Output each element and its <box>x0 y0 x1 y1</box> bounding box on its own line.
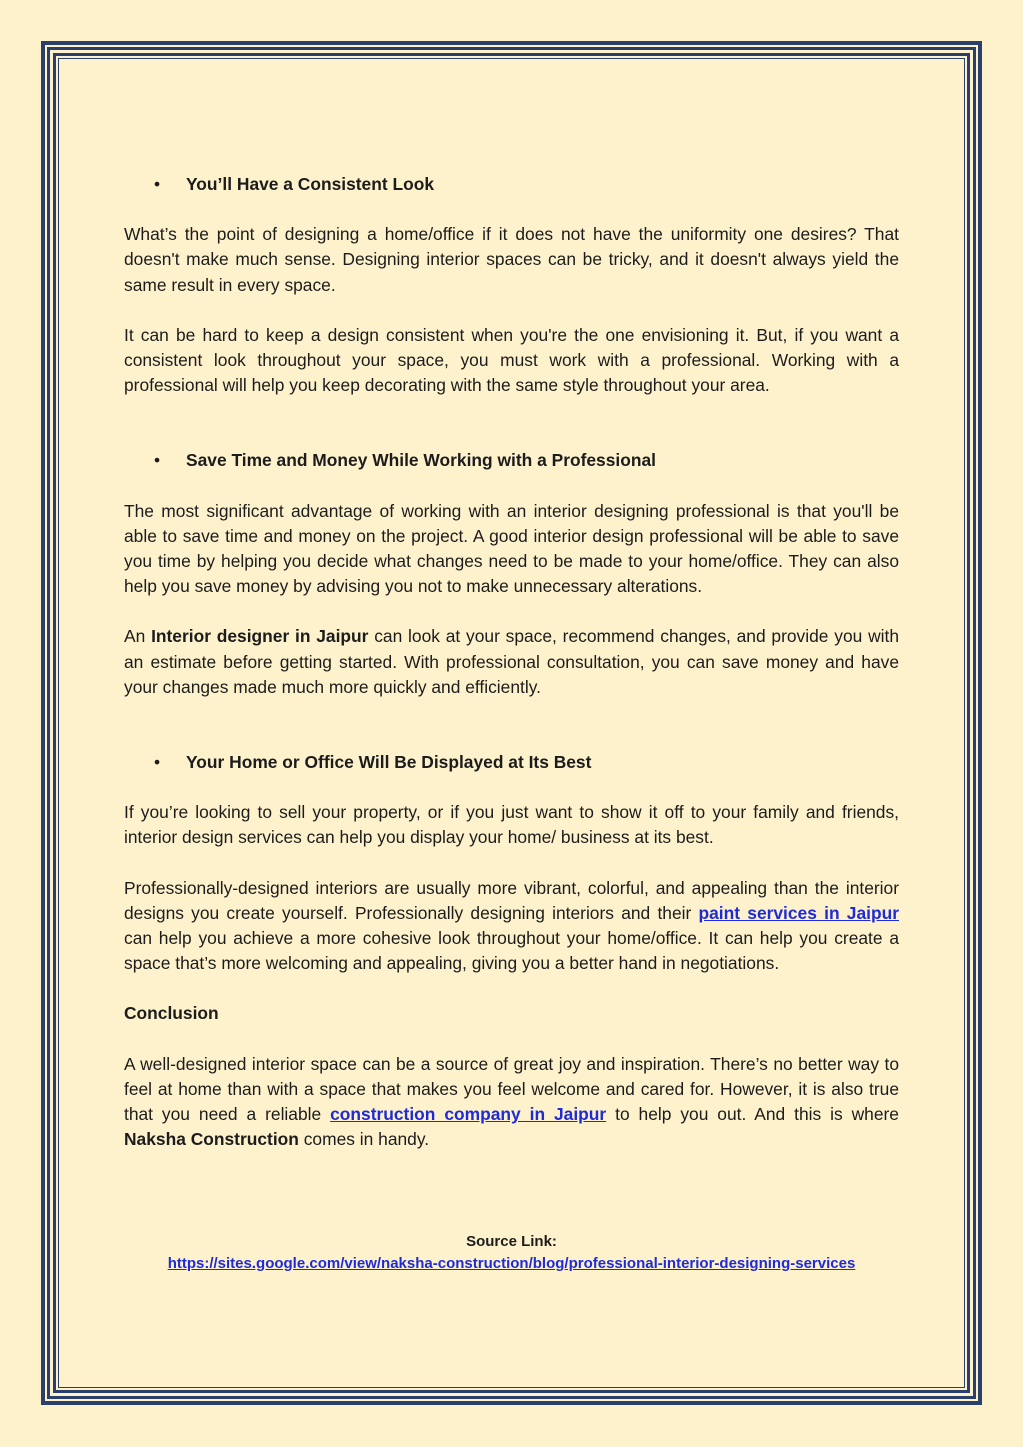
heading-text: You’ll Have a Consistent Look <box>186 174 435 194</box>
text: can look at your space, recommend changes, and provide you with an estimate before getting started. With professional consultation, you can save money and have your changes made much more quickly and efficiently. <box>124 626 899 697</box>
construction-company-link[interactable]: construction company in Jaipur <box>330 1104 607 1125</box>
text: A well-designed interior space can be a source of great joy and inspiration. There’s no better way to feel at home than with a space that makes you feel welcome and cared for. However, it is also true that you need a reliable <box>124 1053 899 1125</box>
paragraph <box>124 876 899 977</box>
text: comes in handy. <box>298 1129 430 1150</box>
paragraph: It can be hard to keep a design consistent when you're the one envisioning it. But, if you want a consistent look throughout your space, you must work with a professional. Working with a professional will help you keep decorating with the same style throughout your area. <box>124 324 899 396</box>
paragraph: If you’re looking to sell your property, or if you just want to show it off to your family and friends, interior design services can help you display your home/ business at its best. <box>124 802 899 848</box>
heading-text: Conclusion <box>124 1003 219 1024</box>
text: to help you out. And this is where <box>606 1104 899 1125</box>
heading-text: Your Home or Office Will Be Displayed at Its Best <box>186 752 592 773</box>
paragraph: The most significant advantage of working with an interior designing professional is that you'll be able to save time and money on the project. A good interior design professional will be able to save you time by helping you decide what changes need to be made to your home/office. They can also help you save money by advising you not to make unnecessary alterations. <box>124 500 899 597</box>
text: Professionally-designed interiors are usually more vibrant, colorful, and appealing than the interior designs you create yourself. Professionally designing interiors and their <box>124 877 899 923</box>
bold-text: Interior designer in Jaipur <box>151 626 369 647</box>
heading-text: Save Time and Money While Working with a Professional <box>186 450 656 471</box>
text: can help you achieve a more cohesive look throughout your home/office. It can help you create a space that’s more welcoming and appealing, giving you a better hand in negotiations. <box>124 928 899 974</box>
heading-consistent-look <box>124 172 899 197</box>
paragraph <box>124 1052 899 1153</box>
heading-displayed-best <box>124 750 899 775</box>
paragraph: What’s the point of designing a home/office if it does not have the uniformity one desires? That doesn't make much sense. Designing interior spaces can be tricky, and it doesn't always yield the same result in every space. <box>124 224 899 295</box>
text: An <box>124 626 152 647</box>
bullet-icon: • <box>154 752 161 773</box>
source-label: Source Link: <box>466 1233 557 1250</box>
bullet-icon: • <box>154 450 161 471</box>
source-block <box>41 1231 982 1275</box>
heading-save-time-money <box>124 448 899 473</box>
bold-text: Naksha Construction <box>124 1129 299 1150</box>
bullet-icon: • <box>154 174 161 194</box>
paragraph <box>124 624 899 700</box>
article-body <box>124 172 899 1152</box>
paint-services-link[interactable]: paint services in Jaipur <box>698 902 899 923</box>
conclusion-heading <box>124 1001 899 1026</box>
source-url-link[interactable]: https://sites.google.com/view/naksha-construction/blog/professional-interior-designing-services <box>167 1255 856 1272</box>
